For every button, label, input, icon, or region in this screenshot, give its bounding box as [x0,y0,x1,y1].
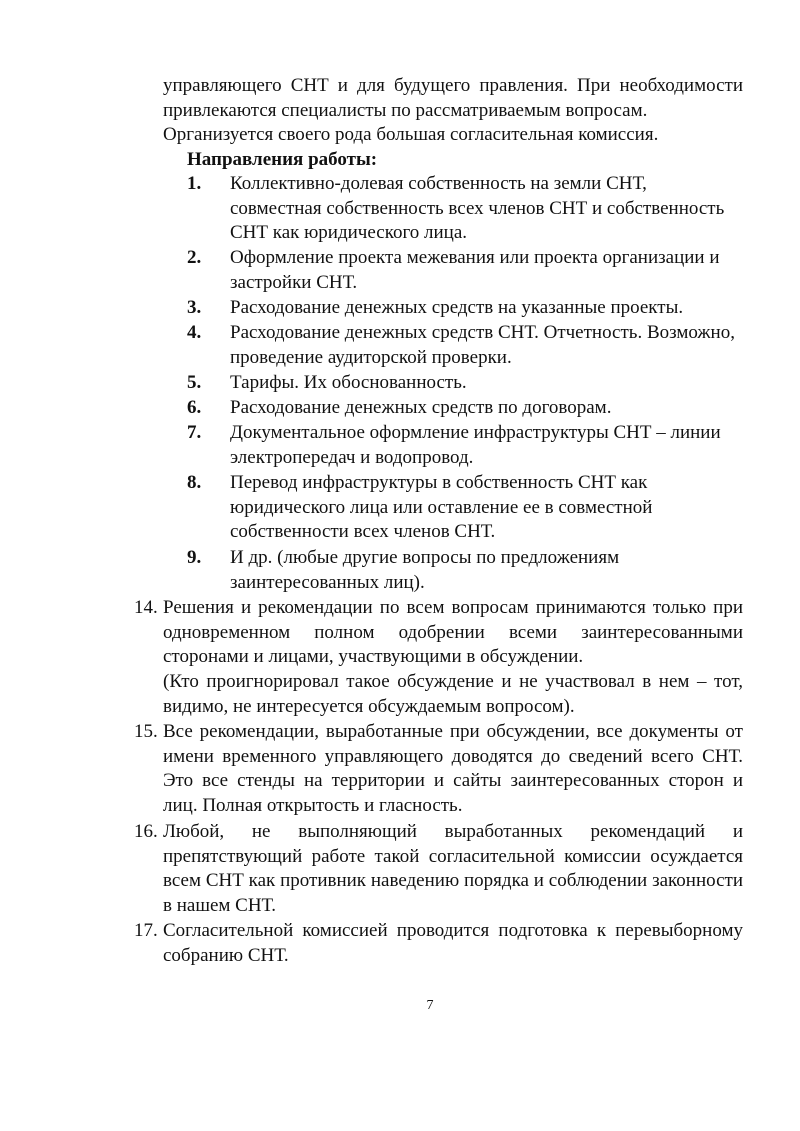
direction-number: 1. [187,173,202,194]
direction-text: Тарифы. Их обоснованность. [230,372,467,393]
direction-text: Оформление проекта межевания или проекта организации и застройки СНТ. [230,247,720,293]
point-text: Все рекомендации, выработанные при обсуждении, все документы от имени временного управляющего доводятся до сведений всего СНТ. Это все стенды на территории и сайты заинтересованных сторон и лиц. Полная открытость и гласность. [163,721,743,816]
point-note: (Кто проигнорировал такое обсуждение и не участвовал в нем – тот, видимо, не интересуется обсуждаемым вопросом). [163,671,743,717]
direction-number: 5. [187,372,202,393]
direction-text: Перевод инфраструктуры в собственность СНТ как юридического лица или оставление ее в совместной собственности всех членов СНТ. [230,472,653,542]
direction-number: 8. [187,472,202,493]
directions-heading: Направления работы: [187,149,378,170]
point-text: Любой, не выполняющий выработанных рекомендаций и препятствующий работе такой согласительной комиссии осуждается всем СНТ как противник наведению порядка и соблюдении законности в нашем СНТ. [163,821,743,916]
page-number: 7 [426,998,434,1013]
intro-paragraph: управляющего СНТ и для будущего правления. При необходимости привлекаются специалисты по рассматриваемым вопросам. [163,75,743,121]
direction-number: 2. [187,247,202,268]
direction-text: Расходование денежных средств по договорам. [230,397,612,418]
point-text: Решения и рекомендации по всем вопросам принимаются только при одновременном полном одобрении всеми заинтересованными сторонами и лицами, участвующими в обсуждении. [163,597,743,667]
direction-number: 9. [187,547,202,568]
point-number: 16. [134,821,158,842]
direction-number: 7. [187,422,202,443]
direction-text: Документальное оформление инфраструктуры СНТ – линии электропередач и водопровод. [230,422,721,468]
point-number: 14. [134,597,158,618]
point-text: Согласительной комиссией проводится подготовка к перевыборному собранию СНТ. [163,920,743,966]
direction-number: 4. [187,322,202,343]
direction-text: И др. (любые другие вопросы по предложениям заинтересованных лиц). [230,547,620,593]
direction-text: Расходование денежных средств на указанные проекты. [230,297,684,318]
direction-text: Расходование денежных средств СНТ. Отчетность. Возможно, проведение аудиторской проверки. [230,322,735,368]
direction-number: 6. [187,397,202,418]
direction-text: Коллективно-долевая собственность на земли СНТ, совместная собственность всех членов СНТ и собственность СНТ как юридического лица. [230,173,725,243]
point-number: 17. [134,920,158,941]
intro-commission-line: Организуется своего рода большая согласительная комиссия. [163,124,659,145]
point-number: 15. [134,721,158,742]
direction-number: 3. [187,297,202,318]
